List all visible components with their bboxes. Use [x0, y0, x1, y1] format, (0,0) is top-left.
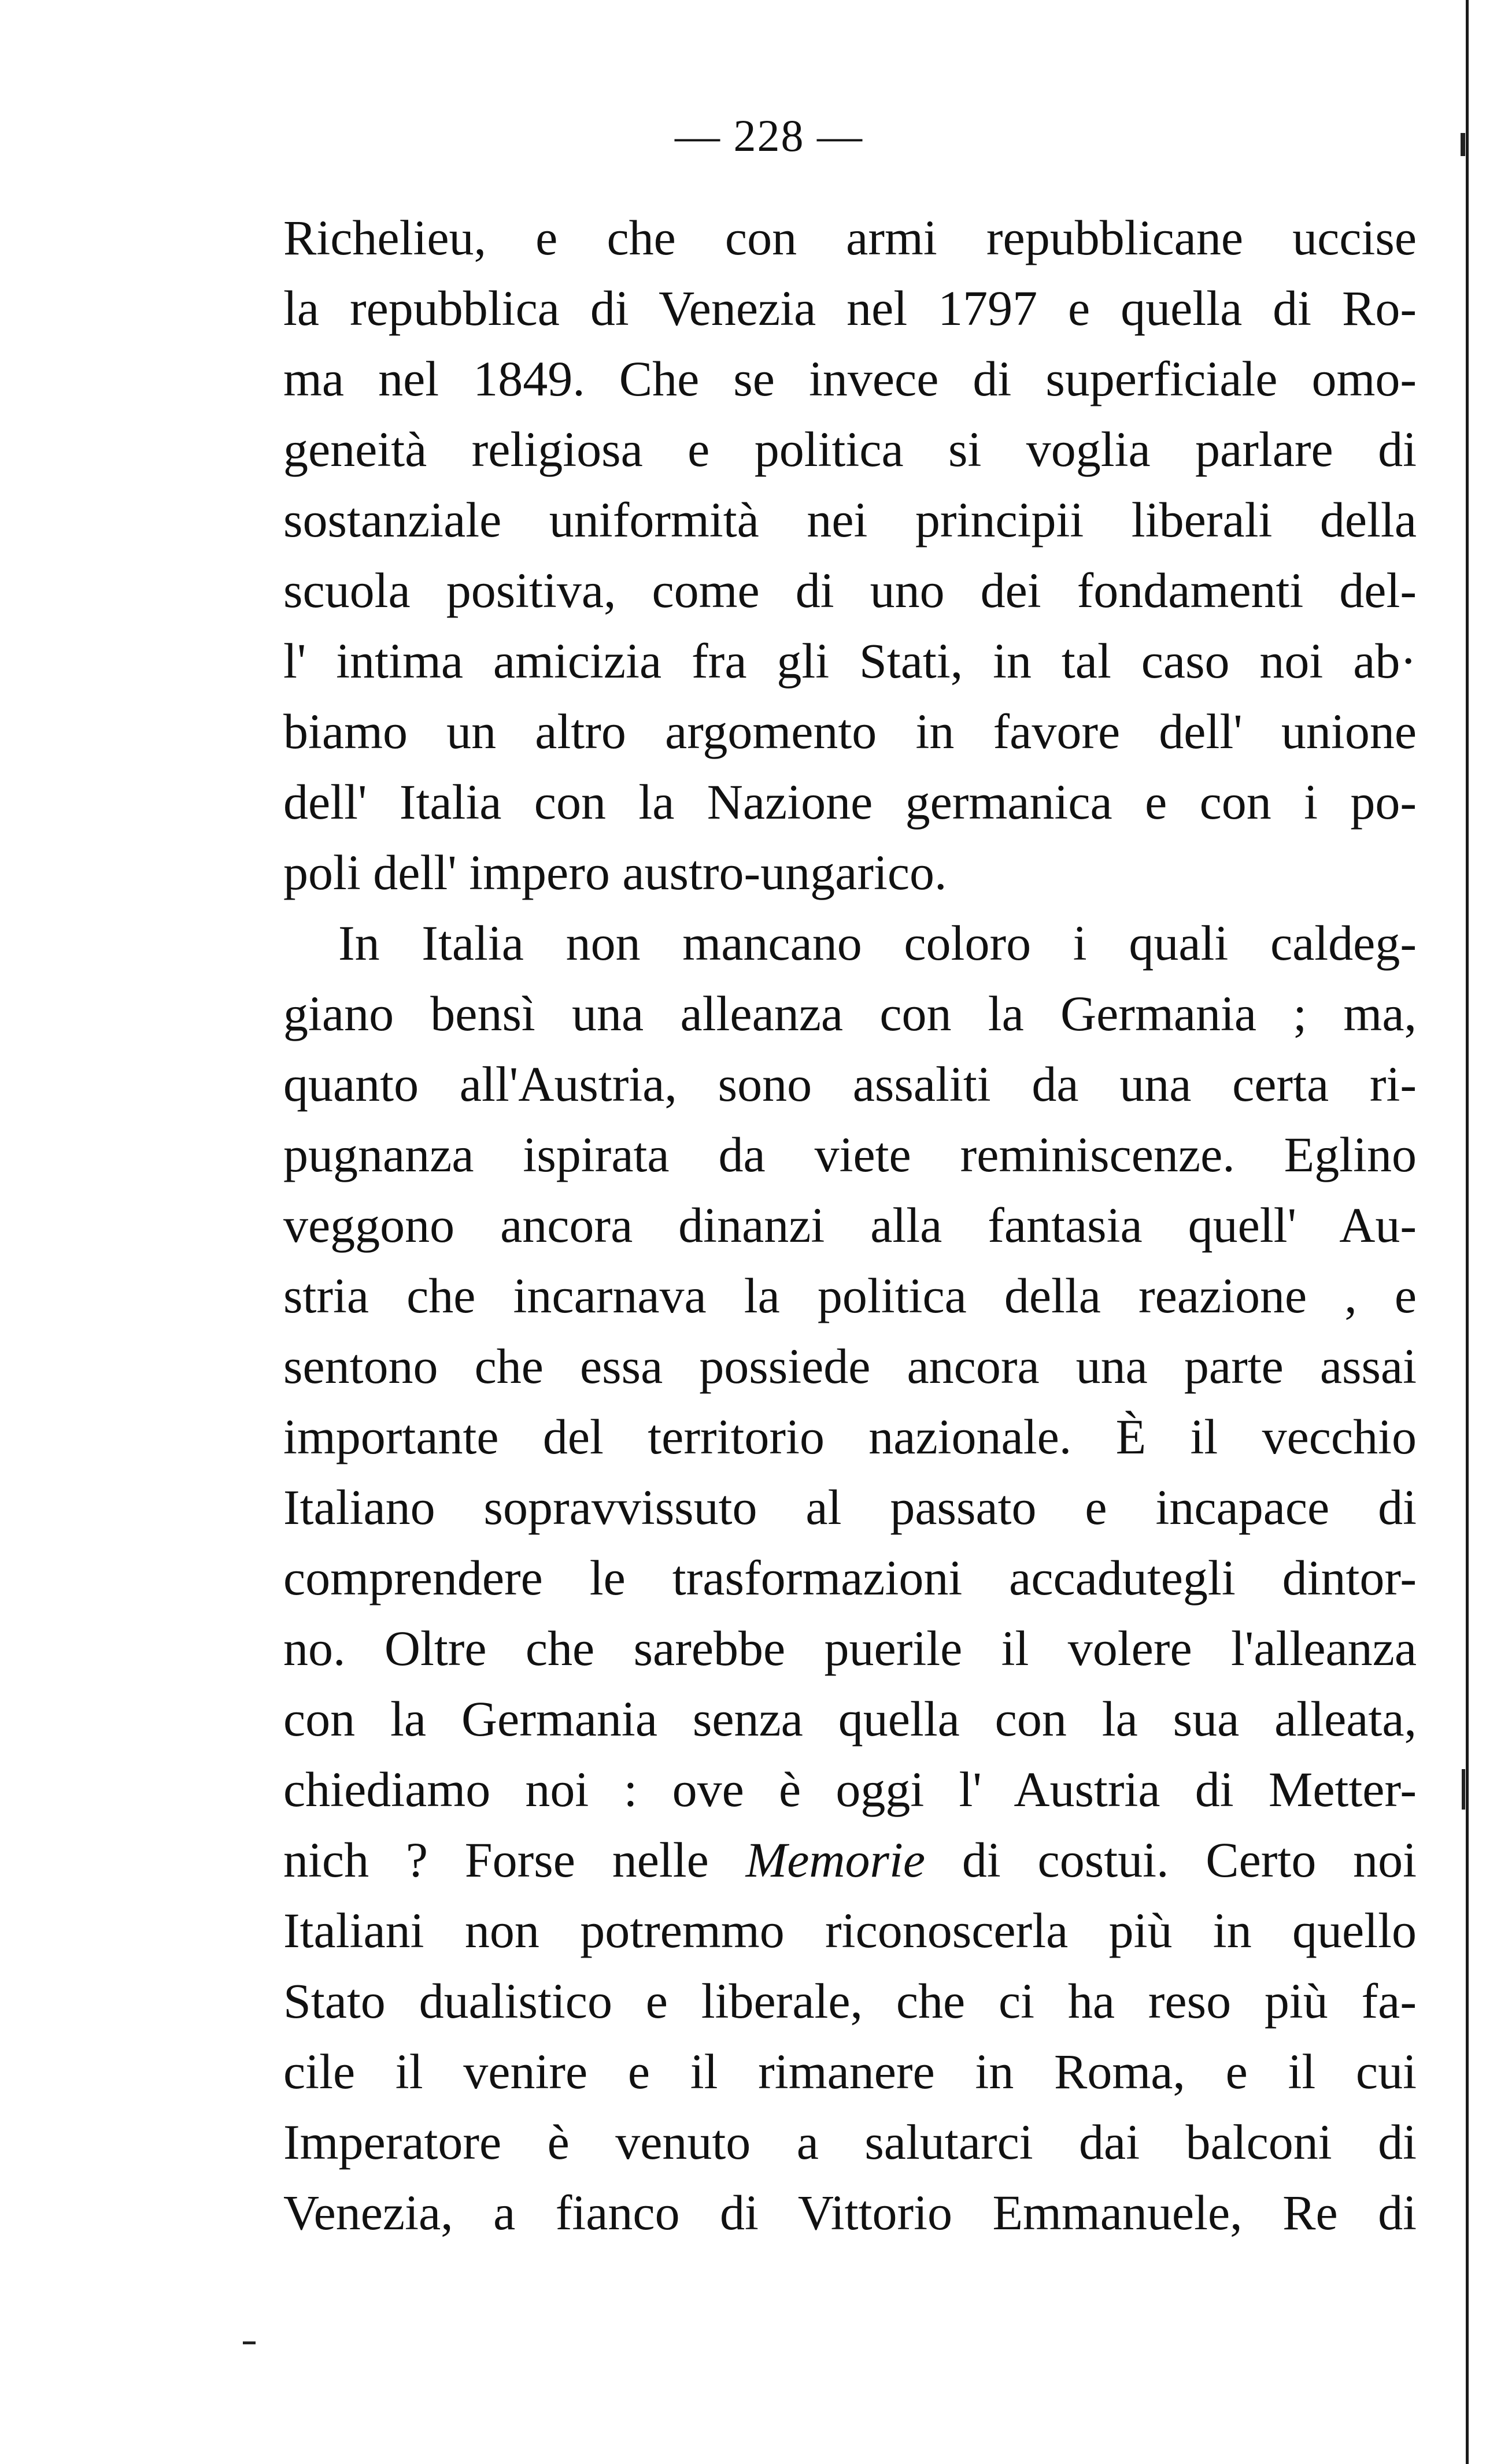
text-run: di costui. Certo noi: [962, 1832, 1417, 1888]
text-line: geneità religiosa e politica si voglia parlare di: [283, 421, 1417, 477]
paragraph-start-line: In Italia non mancano coloro i quali caldeg-: [338, 915, 1417, 971]
text-run: nich ? Forse nelle: [283, 1832, 709, 1888]
text-line: importante del territorio nazionale. È il vecchio: [283, 1409, 1417, 1464]
text-line: Italiani non potremmo riconoscerla più in quello: [283, 1903, 1417, 1958]
text-line: cile il venire e il rimanere in Roma, e il cui: [283, 2044, 1417, 2099]
stray-mark: [243, 2341, 256, 2344]
text-line: con la Germania senza quella con la sua alleata,: [283, 1691, 1417, 1747]
text-line: sentono che essa possiede ancora una parte assai: [283, 1338, 1417, 1394]
text-line: no. Oltre che sarebbe puerile il volere l'alleanza: [283, 1621, 1417, 1676]
body-text: [283, 202, 1417, 2248]
text-line: ma nel 1849. Che se invece di superficiale omo-: [283, 351, 1417, 406]
text-line: Imperatore è venuto a salutarci dai balconi di: [283, 2114, 1417, 2170]
text-line: Venezia, a fianco di Vittorio Emmanuele, Re di: [283, 2185, 1417, 2240]
page-edge-line: [1466, 0, 1469, 2464]
text-line: chiediamo noi : ove è oggi l' Austria di Metter-: [283, 1762, 1417, 1817]
text-line: biamo un altro argomento in favore dell' unione: [283, 704, 1417, 759]
text-line: scuola positiva, come di uno dei fondamenti del-: [283, 563, 1417, 618]
text-line: stria che incarnava la politica della reazione , e: [283, 1268, 1417, 1323]
text-line: comprendere le trasformazioni accadutegli dintor-: [283, 1550, 1417, 1605]
text-line: sostanziale uniformità nei principii liberali della: [283, 492, 1417, 547]
text-line: quanto all'Austria, sono assaliti da una certa ri-: [283, 1056, 1417, 1112]
edge-mark: [1461, 133, 1465, 156]
text-line: pugnanza ispirata da viete reminiscenze. Eglino: [283, 1127, 1417, 1182]
edge-mark: [1462, 1769, 1465, 1810]
page-number: — 228 —: [675, 110, 863, 161]
italic-title: Memorie: [745, 1832, 926, 1888]
text-line-with-italic: [283, 1825, 1417, 1895]
text-line: poli dell' impero austro-ungarico.: [283, 845, 947, 900]
text-line: Italiano sopravvissuto al passato e incapace di: [283, 1479, 1417, 1535]
text-line: giano bensì una alleanza con la Germania ; ma,: [283, 986, 1417, 1041]
text-line: veggono ancora dinanzi alla fantasia quell' Au-: [283, 1197, 1417, 1253]
text-line: Richelieu, e che con armi repubblicane uccise: [283, 210, 1417, 265]
text-line: la repubblica di Venezia nel 1797 e quella di Ro-: [283, 280, 1417, 336]
text-line: l' intima amicizia fra gli Stati, in tal caso noi ab·: [283, 633, 1417, 689]
text-line: Stato dualistico e liberale, che ci ha reso più fa-: [283, 1973, 1417, 2029]
text-line: dell' Italia con la Nazione germanica e con i po-: [283, 774, 1417, 830]
